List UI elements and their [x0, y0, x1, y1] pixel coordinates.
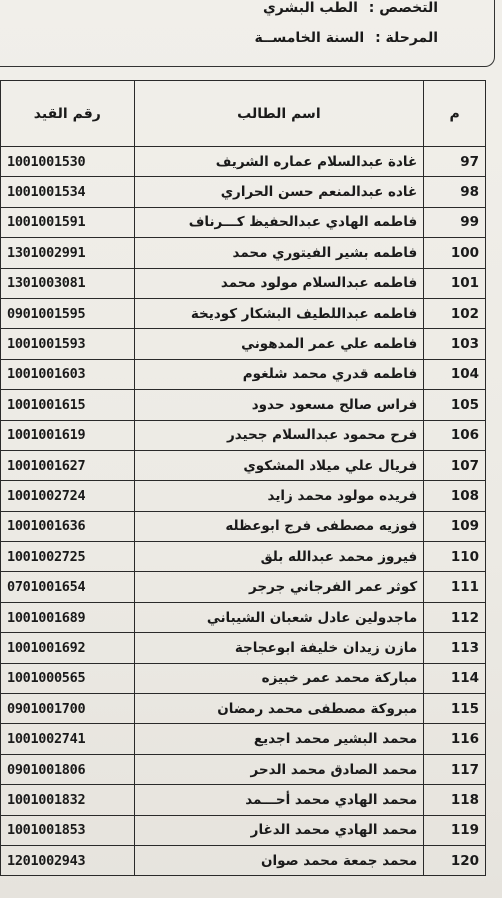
registration-number: 0701001654	[1, 572, 135, 602]
student-name: فاطمه الهادي عبدالحفيظ كـــرناف	[134, 207, 424, 237]
student-name: محمد جمعة محمد صوان	[134, 845, 424, 875]
student-name: محمد الصادق محمد الدحر	[134, 754, 424, 784]
student-name: ماجدولين عادل شعبان الشيباني	[134, 602, 424, 632]
column-header-number: م	[424, 81, 486, 147]
table-row	[1, 420, 486, 450]
registration-number: 1301002991	[1, 238, 135, 268]
table-row	[1, 511, 486, 541]
student-name: فاطمه علي عمر المدهوني	[134, 329, 424, 359]
table-row	[1, 602, 486, 632]
header-box	[0, 0, 495, 67]
row-number: 118	[424, 785, 486, 815]
registration-number: 1001001530	[1, 147, 135, 177]
row-number: 110	[424, 542, 486, 572]
student-name: غاده عبدالمنعم حسن الحراري	[134, 177, 424, 207]
table-row	[1, 207, 486, 237]
table-row	[1, 694, 486, 724]
student-name: مباركة محمد عمر خبيزه	[134, 663, 424, 693]
registration-number: 1001001832	[1, 785, 135, 815]
student-name: محمد البشير محمد اجديع	[134, 724, 424, 754]
specialization-label: التخصص :	[368, 0, 438, 16]
student-name: فرح محمود عبدالسلام جحيدر	[134, 420, 424, 450]
table-row	[1, 481, 486, 511]
row-number: 119	[424, 815, 486, 845]
row-number: 98	[424, 177, 486, 207]
table-row	[1, 268, 486, 298]
registration-number: 1001001627	[1, 450, 135, 480]
row-number: 120	[424, 845, 486, 875]
student-name: فاطمه بشير الفيتوري محمد	[134, 238, 424, 268]
column-header-registration-number: رقم القيد	[1, 81, 135, 147]
registration-number: 1201002943	[1, 845, 135, 875]
table-row	[1, 359, 486, 389]
student-name: مازن زيدان خليفة ابوعجاجة	[134, 633, 424, 663]
registration-number: 1001001619	[1, 420, 135, 450]
stage-value: السنة الخامســة	[254, 30, 365, 46]
registration-number: 1001001636	[1, 511, 135, 541]
registration-number: 1001001593	[1, 329, 135, 359]
table-row	[1, 845, 486, 875]
registration-number: 1001001591	[1, 207, 135, 237]
row-number: 115	[424, 694, 486, 724]
registration-number: 0901001595	[1, 298, 135, 328]
student-name: غادة عبدالسلام عماره الشريف	[134, 147, 424, 177]
specialization-value: الطب البشري	[262, 0, 358, 16]
registration-number: 1001000565	[1, 663, 135, 693]
registration-number: 1001001692	[1, 633, 135, 663]
table-row	[1, 450, 486, 480]
student-name: فاطمه عبدالسلام مولود محمد	[134, 268, 424, 298]
table-row	[1, 663, 486, 693]
table-row	[1, 724, 486, 754]
row-number: 112	[424, 602, 486, 632]
table-header-row	[1, 81, 486, 147]
registration-number: 1001001615	[1, 390, 135, 420]
row-number: 99	[424, 207, 486, 237]
registration-number: 1001001534	[1, 177, 135, 207]
student-name: فريال علي ميلاد المشكوي	[134, 450, 424, 480]
row-number: 114	[424, 663, 486, 693]
row-number: 117	[424, 754, 486, 784]
row-number: 113	[424, 633, 486, 663]
registration-number: 1001001689	[1, 602, 135, 632]
row-number: 111	[424, 572, 486, 602]
registration-number: 1001002725	[1, 542, 135, 572]
table-body	[1, 147, 486, 876]
registration-number: 1301003081	[1, 268, 135, 298]
student-name: فوزيه مصطفى فرج ابوعظله	[134, 511, 424, 541]
registration-number: 1001002741	[1, 724, 135, 754]
registration-number: 0901001700	[1, 694, 135, 724]
student-name: مبروكة مصطفى محمد رمضان	[134, 694, 424, 724]
specialization-line	[263, 0, 438, 16]
table-row	[1, 147, 486, 177]
row-number: 108	[424, 481, 486, 511]
column-header-student-name: اسم الطالب	[134, 81, 424, 147]
table-row	[1, 785, 486, 815]
row-number: 100	[424, 238, 486, 268]
student-table	[0, 80, 486, 876]
student-name: فاطمه قدري محمد شلغوم	[134, 359, 424, 389]
table-row	[1, 329, 486, 359]
stage-line	[254, 30, 438, 46]
row-number: 106	[424, 420, 486, 450]
row-number: 104	[424, 359, 486, 389]
table-row	[1, 298, 486, 328]
student-name: محمد الهادي محمد الدغار	[134, 815, 424, 845]
table-row	[1, 542, 486, 572]
row-number: 116	[424, 724, 486, 754]
row-number: 101	[424, 268, 486, 298]
table-row	[1, 572, 486, 602]
table-row	[1, 390, 486, 420]
table-row	[1, 754, 486, 784]
student-name: فراس صالح مسعود حدود	[134, 390, 424, 420]
table-row	[1, 633, 486, 663]
row-number: 97	[424, 147, 486, 177]
student-name: فاطمه عبداللطيف البشكار كوديخة	[134, 298, 424, 328]
student-name: محمد الهادي محمد أحـــمد	[134, 785, 424, 815]
row-number: 102	[424, 298, 486, 328]
student-name: فيروز محمد عبدالله بلق	[134, 542, 424, 572]
student-name: كوثر عمر الفرجاني جرجر	[134, 572, 424, 602]
row-number: 109	[424, 511, 486, 541]
table-row	[1, 238, 486, 268]
stage-label: المرحلة :	[375, 30, 438, 46]
registration-number: 1001001853	[1, 815, 135, 845]
table-row	[1, 815, 486, 845]
registration-number: 0901001806	[1, 754, 135, 784]
registration-number: 1001001603	[1, 359, 135, 389]
registration-number: 1001002724	[1, 481, 135, 511]
row-number: 105	[424, 390, 486, 420]
row-number: 103	[424, 329, 486, 359]
student-name: فريده مولود محمد زايد	[134, 481, 424, 511]
row-number: 107	[424, 450, 486, 480]
table-row	[1, 177, 486, 207]
